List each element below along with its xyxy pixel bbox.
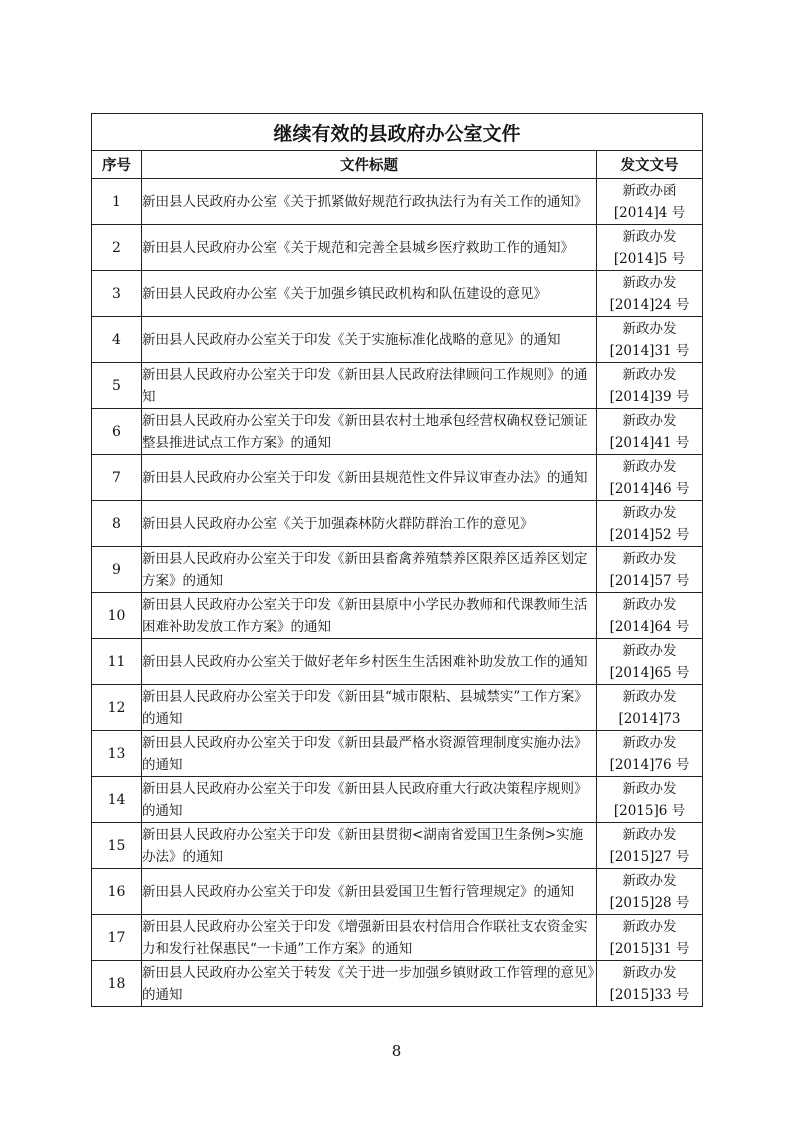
table-row xyxy=(92,455,703,501)
document-number xyxy=(597,501,703,547)
header-title: 文件标题 xyxy=(142,151,597,179)
document-serial: [2014]76 号 xyxy=(609,756,690,773)
row-number: 16 xyxy=(92,869,142,915)
table-row xyxy=(92,961,703,1007)
row-number: 14 xyxy=(92,777,142,823)
document-title: 新田县人民政府办公室关于转发《关于进一步加强乡镇财政工作管理的意见》的通知 xyxy=(142,961,597,1007)
document-title: 新田县人民政府办公室关于印发《新田县原中小学民办教师和代课教师生活困难补助发放工作方案》的通知 xyxy=(142,593,597,639)
document-title: 新田县人民政府办公室关于印发《新田县规范性文件异议审查办法》的通知 xyxy=(142,455,597,501)
document-serial: [2014]41 号 xyxy=(609,434,690,451)
table-row xyxy=(92,869,703,915)
document-issuer: 新政办发 xyxy=(622,320,677,337)
document-issuer: 新政办发 xyxy=(622,274,677,291)
document-serial: [2015]33 号 xyxy=(609,986,690,1003)
document-serial: [2014]64 号 xyxy=(609,618,690,635)
document-number xyxy=(597,593,703,639)
document-number xyxy=(597,317,703,363)
document-number xyxy=(597,777,703,823)
document-issuer: 新政办发 xyxy=(622,366,677,383)
document-title: 新田县人民政府办公室关于印发《新田县人民政府法律顾问工作规则》的通知 xyxy=(142,363,597,409)
document-number xyxy=(597,961,703,1007)
document-issuer: 新政办发 xyxy=(622,642,677,659)
document-title: 新田县人民政府办公室关于印发《新田县爱国卫生暂行管理规定》的通知 xyxy=(142,869,597,915)
document-issuer: 新政办发 xyxy=(622,228,677,245)
document-title: 新田县人民政府办公室关于印发《新田县贯彻<湖南省爱国卫生条例>实施办法》的通知 xyxy=(142,823,597,869)
page-number: 8 xyxy=(391,1042,402,1060)
document-title: 新田县人民政府办公室关于印发《增强新田县农村信用合作联社支农资金实力和发行社保惠民“一卡通”工作方案》的通知 xyxy=(142,915,597,961)
table-row xyxy=(92,823,703,869)
row-number: 17 xyxy=(92,915,142,961)
document-title: 新田县人民政府办公室《关于规范和完善全县城乡医疗救助工作的通知》 xyxy=(142,225,597,271)
document-number xyxy=(597,823,703,869)
document-issuer: 新政办发 xyxy=(622,412,677,429)
document-number xyxy=(597,547,703,593)
document-serial: [2014]65 号 xyxy=(609,664,690,681)
documents-table xyxy=(91,113,703,1007)
document-number xyxy=(597,731,703,777)
table-row xyxy=(92,317,703,363)
document-number xyxy=(597,915,703,961)
table-row xyxy=(92,639,703,685)
document-serial: [2014]24 号 xyxy=(609,296,690,313)
row-number: 1 xyxy=(92,179,142,225)
table-row xyxy=(92,547,703,593)
document-title: 新田县人民政府办公室关于印发《新田县最严格水资源管理制度实施办法》的通知 xyxy=(142,731,597,777)
document-number xyxy=(597,179,703,225)
table-title: 继续有效的县政府办公室文件 xyxy=(92,114,703,151)
row-number: 2 xyxy=(92,225,142,271)
row-number: 15 xyxy=(92,823,142,869)
table-row xyxy=(92,179,703,225)
document-title: 新田县人民政府办公室关于印发《新田县畜禽养殖禁养区限养区适养区划定方案》的通知 xyxy=(142,547,597,593)
document-issuer: 新政办发 xyxy=(622,872,677,889)
document-number xyxy=(597,455,703,501)
header-no: 序号 xyxy=(92,151,142,179)
row-number: 9 xyxy=(92,547,142,593)
table-row xyxy=(92,225,703,271)
document-title: 新田县人民政府办公室关于做好老年乡村医生生活困难补助发放工作的通知 xyxy=(142,639,597,685)
row-number: 18 xyxy=(92,961,142,1007)
document-number xyxy=(597,409,703,455)
document-serial: [2015]31 号 xyxy=(609,940,690,957)
table-row xyxy=(92,777,703,823)
document-issuer: 新政办发 xyxy=(622,964,677,981)
document-title: 新田县人民政府办公室关于印发《新田县农村土地承包经营权确权登记颁证整县推进试点工作方案》的通知 xyxy=(142,409,597,455)
document-serial: [2014]4 号 xyxy=(613,204,686,221)
document-issuer: 新政办发 xyxy=(622,504,677,521)
document-serial: [2014]39 号 xyxy=(609,388,690,405)
document-issuer: 新政办发 xyxy=(622,596,677,613)
document-title: 新田县人民政府办公室关于印发《新田县人民政府重大行政决策程序规则》的通知 xyxy=(142,777,597,823)
document-serial: [2015]28 号 xyxy=(609,894,690,911)
document-number xyxy=(597,639,703,685)
document-serial: [2014]52 号 xyxy=(609,526,690,543)
document-serial: [2015]6 号 xyxy=(613,802,686,819)
document-issuer: 新政办发 xyxy=(622,734,677,751)
document-number xyxy=(597,363,703,409)
document-number xyxy=(597,225,703,271)
document-number xyxy=(597,685,703,731)
document-title: 新田县人民政府办公室关于印发《关于实施标准化战略的意见》的通知 xyxy=(142,317,597,363)
document-title: 新田县人民政府办公室关于印发《新田县“城市限粘、县城禁实”工作方案》的通知 xyxy=(142,685,597,731)
document-issuer: 新政办发 xyxy=(622,550,677,567)
row-number: 6 xyxy=(92,409,142,455)
row-number: 7 xyxy=(92,455,142,501)
document-serial: [2014]73 xyxy=(618,710,681,727)
document-serial: [2015]27 号 xyxy=(609,848,690,865)
document-issuer: 新政办发 xyxy=(622,458,677,475)
document-serial: [2014]57 号 xyxy=(609,572,690,589)
table-row xyxy=(92,593,703,639)
document-number xyxy=(597,271,703,317)
table-row xyxy=(92,915,703,961)
row-number: 10 xyxy=(92,593,142,639)
table-row xyxy=(92,731,703,777)
row-number: 5 xyxy=(92,363,142,409)
document-title: 新田县人民政府办公室《关于加强乡镇民政机构和队伍建设的意见》 xyxy=(142,271,597,317)
document-issuer: 新政办发 xyxy=(622,780,677,797)
row-number: 8 xyxy=(92,501,142,547)
document-serial: [2014]46 号 xyxy=(609,480,690,497)
row-number: 3 xyxy=(92,271,142,317)
table-body xyxy=(92,179,703,1007)
row-number: 13 xyxy=(92,731,142,777)
row-number: 12 xyxy=(92,685,142,731)
row-number: 4 xyxy=(92,317,142,363)
document-issuer: 新政办发 xyxy=(622,826,677,843)
table-row xyxy=(92,501,703,547)
document-issuer: 新政办发 xyxy=(622,688,677,705)
row-number: 11 xyxy=(92,639,142,685)
document-serial: [2014]31 号 xyxy=(609,342,690,359)
table-row xyxy=(92,271,703,317)
header-doc-number: 发文文号 xyxy=(597,151,703,179)
table-row xyxy=(92,409,703,455)
table-row xyxy=(92,685,703,731)
document-title: 新田县人民政府办公室《关于加强森林防火群防群治工作的意见》 xyxy=(142,501,597,547)
document-title: 新田县人民政府办公室《关于抓紧做好规范行政执法行为有关工作的通知》 xyxy=(142,179,597,225)
document-issuer: 新政办发 xyxy=(622,918,677,935)
document-number xyxy=(597,869,703,915)
document-serial: [2014]5 号 xyxy=(613,250,686,267)
document-issuer: 新政办函 xyxy=(622,182,677,199)
table-row xyxy=(92,363,703,409)
